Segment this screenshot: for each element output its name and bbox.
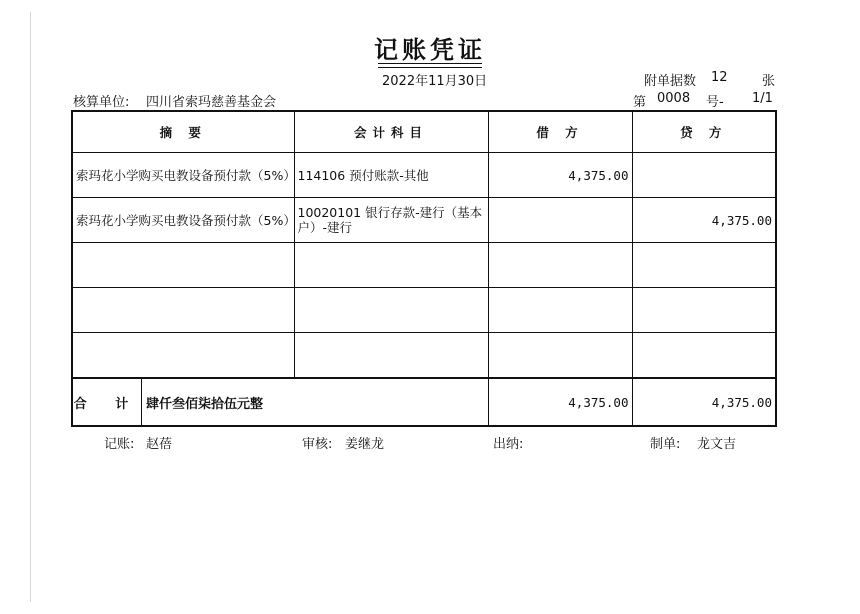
attachment-count: 12 <box>711 70 728 85</box>
total-debit: 4,375.00 <box>488 378 632 426</box>
row-summary: 索玛花小学购买电教设备预付款（5%） <box>72 198 294 243</box>
row-credit <box>632 153 776 198</box>
row-credit <box>632 243 776 288</box>
total-amount-in-words: 肆仟叁佰柒拾伍元整 <box>146 396 264 412</box>
row-debit <box>488 243 632 288</box>
row-credit <box>632 288 776 333</box>
row-credit: 4,375.00 <box>632 198 776 243</box>
row-debit <box>488 198 632 243</box>
table-row <box>72 288 776 333</box>
row-account <box>294 288 488 333</box>
unit-label: 核算单位: <box>73 95 130 110</box>
reviewer-name: 姜继龙 <box>345 437 385 452</box>
voucher-title: 记账凭证 <box>374 36 486 64</box>
row-debit <box>488 333 632 379</box>
table-header-row <box>72 111 776 153</box>
row-debit <box>488 288 632 333</box>
table-row <box>72 198 776 243</box>
title-underline <box>378 63 482 68</box>
row-credit <box>632 333 776 379</box>
row-summary <box>72 333 294 379</box>
preparer-label: 制单: <box>650 437 681 452</box>
reviewer-label: 审核: <box>302 437 333 452</box>
cashier-label: 出纳: <box>493 437 524 452</box>
total-credit: 4,375.00 <box>632 378 776 426</box>
voucher-number-prefix: 第 <box>633 95 647 110</box>
table-row <box>72 333 776 379</box>
row-account <box>294 243 488 288</box>
row-debit: 4,375.00 <box>488 153 632 198</box>
total-row <box>72 378 776 426</box>
page-indicator: 1/1 <box>752 91 773 106</box>
scan-edge <box>30 12 31 602</box>
table-row <box>72 153 776 198</box>
voucher-number: 0008 <box>657 91 691 106</box>
header-credit: 贷 方 <box>632 111 776 153</box>
row-summary <box>72 288 294 333</box>
bookkeeper-name: 赵蓓 <box>146 437 173 452</box>
table-row <box>72 243 776 288</box>
row-account: 114106 预付账款-其他 <box>294 153 488 198</box>
row-account <box>294 333 488 379</box>
attachment-label: 附单据数 <box>644 74 697 89</box>
attachment-unit: 张 <box>762 74 776 89</box>
voucher-date: 2022年11月30日 <box>382 74 488 89</box>
bookkeeper-label: 记账: <box>104 437 135 452</box>
header-summary: 摘 要 <box>72 111 294 153</box>
voucher-table <box>71 110 777 427</box>
row-summary <box>72 243 294 288</box>
row-summary: 索玛花小学购买电教设备预付款（5%） <box>72 153 294 198</box>
header-debit: 借 方 <box>488 111 632 153</box>
header-account: 会计科目 <box>294 111 488 153</box>
unit-name: 四川省索玛慈善基金会 <box>146 95 277 110</box>
voucher-number-suffix: 号- <box>706 95 724 110</box>
preparer-name: 龙文吉 <box>697 437 737 452</box>
total-label: 合 计 <box>73 379 142 425</box>
row-account: 10020101 银行存款-建行（基本户）-建行 <box>294 198 488 243</box>
